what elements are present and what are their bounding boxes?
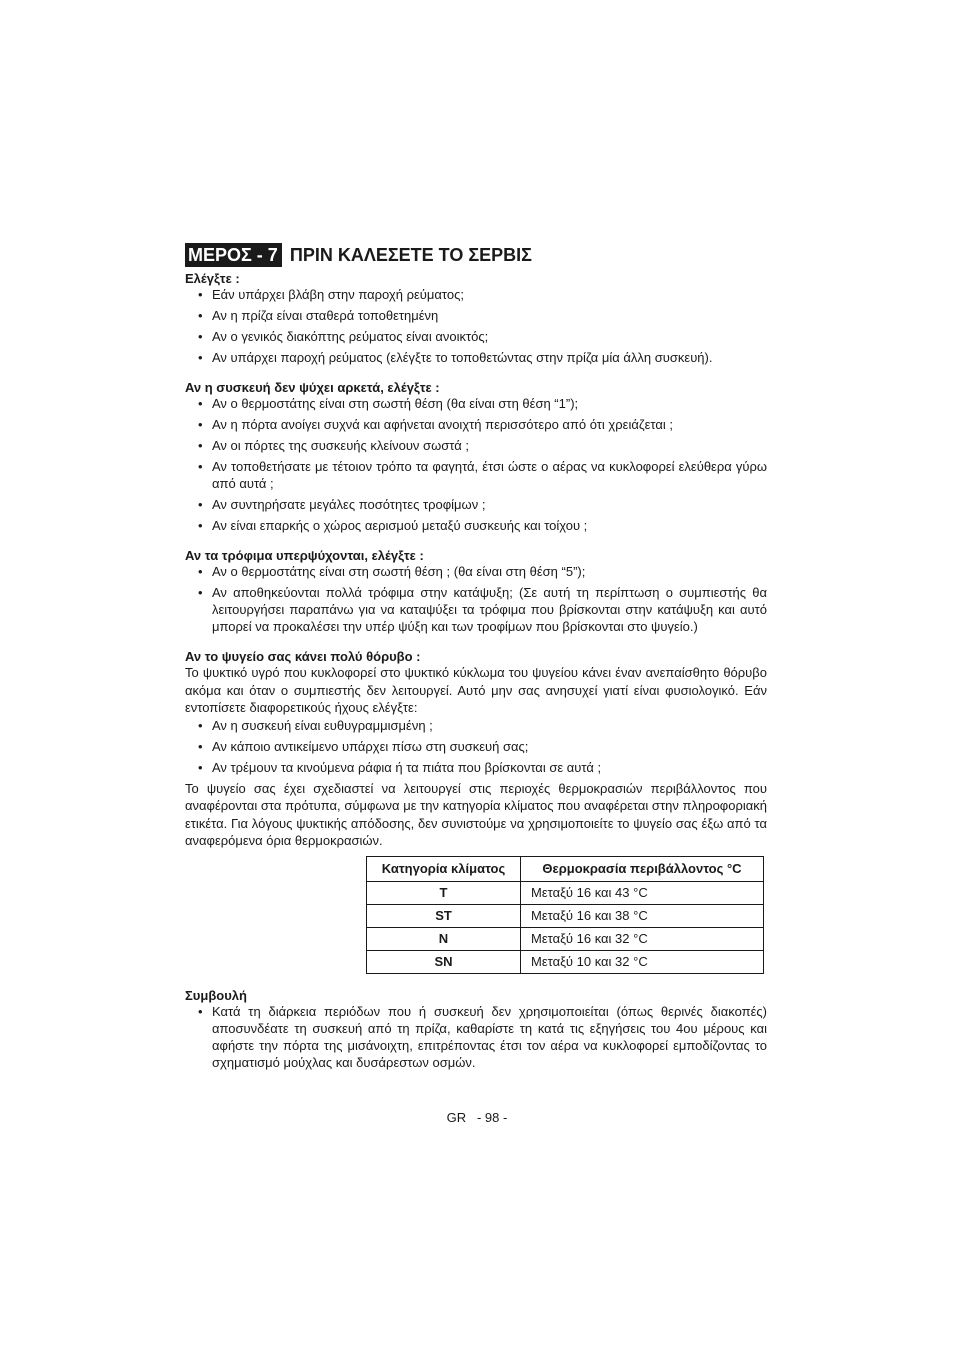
list-item: • Αν η συσκευή είναι ευθυγραμμισμένη ; [185, 717, 767, 734]
list-item: • Αν υπάρχει παροχή ρεύματος (ελέγξτε το τοποθετώντας στην πρίζα μία άλλη συσκευή). [185, 349, 767, 366]
page-number: GR - 98 - [446, 1110, 508, 1125]
climate-class: N [367, 927, 521, 950]
noise-heading: Αν το ψυγείο σας κάνει πολύ θόρυβο : [185, 649, 421, 664]
list-item: • Εάν υπάρχει βλάβη στην παροχή ρεύματος; [185, 286, 767, 303]
table-row [367, 927, 764, 950]
temperature-range: Μεταξύ 10 και 32 °C [521, 950, 764, 973]
manual-page [185, 243, 767, 1075]
climate-text: Το ψυγείο σας έχει σχεδιαστεί να λειτουργεί στις περιοχές θερμοκρασιών περιβάλλοντος που αναφέρονται στα πρότυπα, σύμφωνα με την κατηγορία κλίματος που αναφέρεται στην πληροφοριακή ετικέτα. Για λόγους ψυκτικής απόδοσης, δεν συνιστούμε να χρησιμοποιείτε το ψυγείο σας έξω από τα αναφερόμενα όρια θερμοκρασιών. [185, 780, 767, 848]
list-item: • Αν τρέμουν τα κινούμενα ράφια ή τα πιάτα που βρίσκονται σε αυτά ; [185, 759, 767, 776]
table-row [367, 950, 764, 973]
overcooling-list [185, 563, 767, 635]
list-item: • Κατά τη διάρκεια περιόδων που ή συσκευή δεν χρησιμοποιείται (όπως θερινές διακοπές) αποσυνδέατε τη συσκευή από τη πρίζα, καθαρίστε τη κατά τις εξηγήσεις του 4ου μέρους και αφήστε την πόρτα της μισάνοιχτη, επιτρέποντας έτσι τον αέρα να κυκλοφορεί εμποδίζοντας το σχηματισμό μούχλας και δυσάρεστων οσμών. [185, 1003, 767, 1071]
climate-class: T [367, 881, 521, 904]
noise-intro: Το ψυκτικό υγρό που κυκλοφορεί στο ψυκτικό κύκλωμα του ψυγείου κάνει έναν ανεπαίσθητο θόρυβο ακόμα και όταν ο συμπιεστής δεν λειτουργεί. Αυτό μην σας ανησυχεί γιατί είναι φυσιολογικό. Εάν εντοπίσετε διαφορετικούς ήχους ελέγξτε: [185, 665, 767, 715]
temperature-range: Μεταξύ 16 και 43 °C [521, 881, 764, 904]
page-title: ΠΡΙΝ ΚΑΛΕΣΕΤΕ ΤΟ ΣΕΡΒΙΣ [289, 245, 532, 265]
climate-class: ST [367, 904, 521, 927]
list-item: • Αν τοποθετήσατε με τέτοιον τρόπο τα φαγητά, έτσι ώστε ο αέρας να κυκλοφορεί ελεύθερα γύρω από αυτά ; [185, 458, 767, 492]
list-item: • Αν η πόρτα ανοίγει συχνά και αφήνεται ανοιχτή περισσότερο από ότι χρειάζεται ; [185, 416, 767, 433]
list-item: • Αν συντηρήσατε μεγάλες ποσότητες τροφίμων ; [185, 496, 767, 513]
tip-list [185, 1003, 767, 1071]
list-item: • Αν αποθηκεύονται πολλά τρόφιμα στην κατάψυξη; (Σε αυτή τη περίπτωση ο συμπιεστής θα λειτουργήσει παραπάνω για να καταψύξει τα τρόφιμα που βρίσκονται στην κατάψυξη και αυτό μπορεί να προκαλέσει την υπέρ ψύξη και των τροφίμων που βρίσκονται στο ψυγείο.) [185, 584, 767, 635]
table-header-temperature: Θερμοκρασία περιβάλλοντος °C [521, 856, 764, 881]
table-row [367, 904, 764, 927]
table-row [367, 881, 764, 904]
section-title [185, 243, 767, 267]
list-item: • Αν οι πόρτες της συσκευής κλείνουν σωστά ; [185, 437, 767, 454]
climate-class: SN [367, 950, 521, 973]
noise-list [185, 717, 767, 776]
list-item: • Αν ο γενικός διακόπτης ρεύματος είναι ανοικτός; [185, 328, 767, 345]
check-list [185, 286, 767, 366]
climate-table [366, 856, 764, 974]
not-cooling-heading: Αν η συσκευή δεν ψύχει αρκετά, ελέγξτε : [185, 380, 440, 395]
list-item: • Αν κάποιο αντικείμενο υπάρχει πίσω στη συσκευή σας; [185, 738, 767, 755]
list-item: • Αν είναι επαρκής ο χώρος αερισμού μεταξύ συσκευής και τοίχου ; [185, 517, 767, 534]
list-item: • Αν ο θερμοστάτης είναι στη σωστή θέση ; (θα είναι στη θέση “5”); [185, 563, 767, 580]
table-header-climate: Κατηγορία κλίματος [367, 856, 521, 881]
temperature-range: Μεταξύ 16 και 38 °C [521, 904, 764, 927]
check-heading: Ελέγξτε : [185, 271, 240, 286]
list-item: • Αν η πρίζα είναι σταθερά τοποθετημένη [185, 307, 767, 324]
not-cooling-list [185, 395, 767, 534]
table-header-row [367, 856, 764, 881]
list-item: • Αν ο θερμοστάτης είναι στη σωστή θέση (θα είναι στη θέση “1”); [185, 395, 767, 412]
tip-heading: Συμβουλή [185, 987, 247, 1003]
overcooling-heading: Αν τα τρόφιμα υπερψύχονται, ελέγξτε : [185, 548, 424, 563]
temperature-range: Μεταξύ 16 και 32 °C [521, 927, 764, 950]
part-badge: ΜΕΡΟΣ - 7 [185, 243, 282, 267]
